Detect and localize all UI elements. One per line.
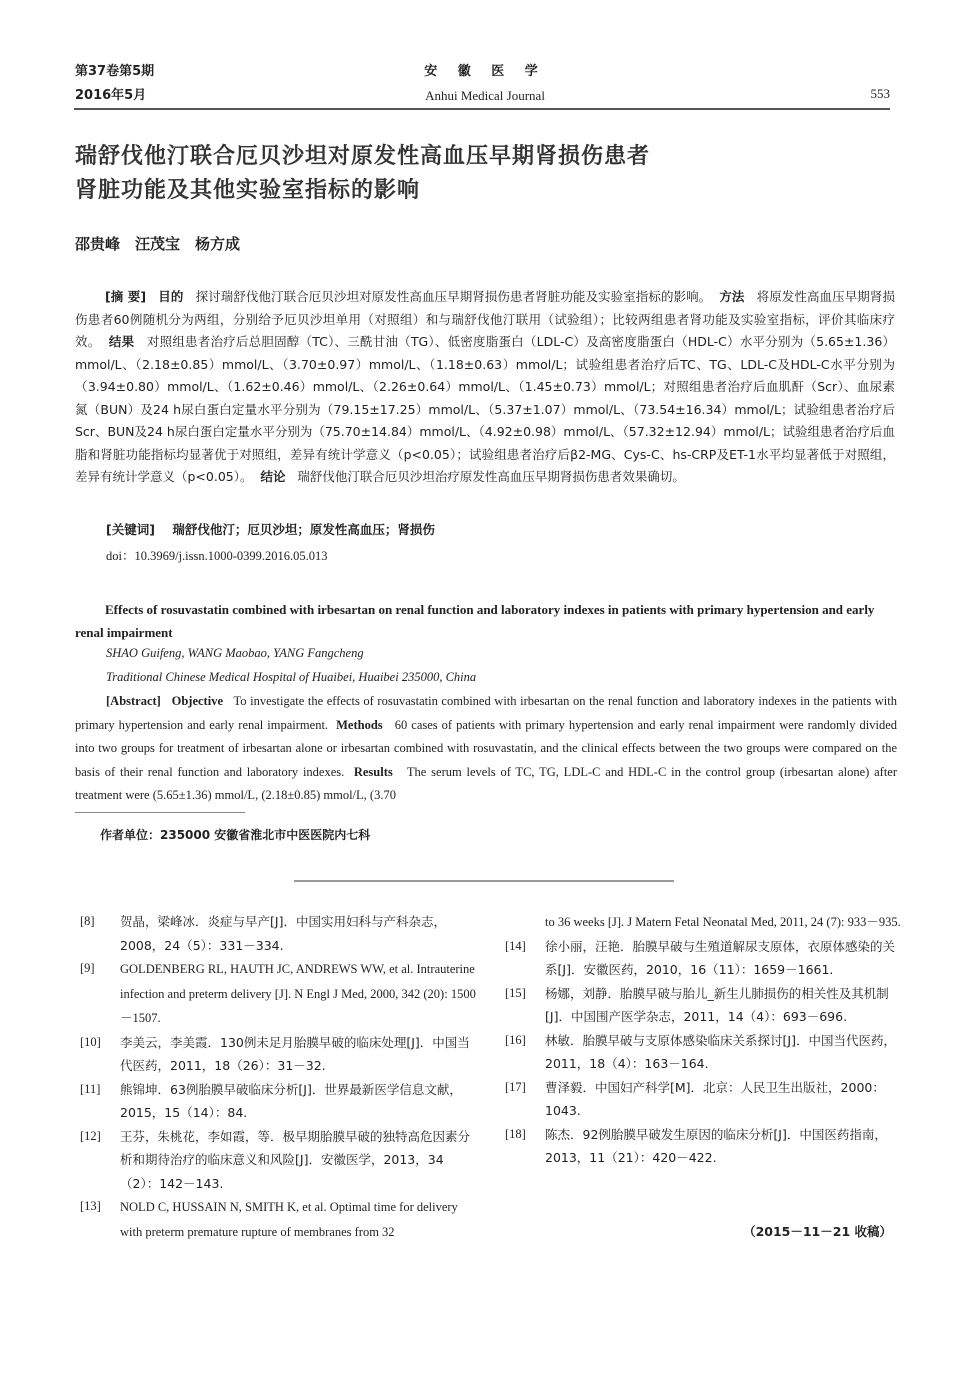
abstract-en	[75, 690, 897, 808]
reference-text: 李美云，李美霞．130例未足月胎膜早破的临床处理[J]．中国当代医药，2011，18（26）：31－32.	[120, 1034, 470, 1073]
received-date: （2015－11－21 收稿）	[743, 1224, 892, 1239]
reference-item	[505, 1076, 905, 1123]
reference-item	[80, 957, 480, 1031]
reference-text: 林敏．胎膜早破与支原体感染临床关系探讨[J]．中国当代医药，2011，18（4）：163－164.	[545, 1032, 896, 1071]
methods-label: 方法	[719, 289, 745, 304]
abstract-en-label: [Abstract]	[106, 694, 161, 708]
reference-item	[80, 910, 480, 957]
reference-text: 曹泽毅．中国妇产科学[M]．北京：人民卫生出版社，2000：1043.	[545, 1079, 885, 1118]
reference-text: NOLD C, HUSSAIN N, SMITH K, et al. Optimal time for delivery with preterm premature rupture of membranes from 32	[120, 1200, 458, 1239]
reference-text: 陈杰．92例胎膜早破发生原因的临床分析[J]．中国医药指南，2013，11（21）：420－422.	[545, 1126, 887, 1165]
reference-text: 王芬，朱桃花，李如霞，等．极早期胎膜早破的独特高危因素分析和期待治疗的临床意义和风险[J]．安徽医学，2013，34（2）：142－143.	[120, 1128, 471, 1191]
reference-text: 杨娜，刘静．胎膜早破与胎儿_新生儿肺损伤的相关性及其机制[J]．中国围产医学杂志，2011，14（4）：693－696.	[545, 985, 889, 1024]
conclusion-label: 结论	[260, 469, 286, 484]
results-en-label: Results	[353, 764, 393, 779]
volume-issue: 第37卷第5期	[75, 64, 155, 79]
keywords	[106, 520, 435, 538]
objective-text: 探讨瑞舒伐他汀联合厄贝沙坦对原发性高血压早期肾损伤患者肾脏功能及实验室指标的影响。	[195, 289, 712, 304]
reference-item	[505, 935, 905, 982]
footnote-divider	[75, 812, 245, 813]
reference-number: [18]	[505, 1126, 526, 1141]
article-title	[75, 140, 650, 208]
running-header-center	[0, 60, 970, 108]
reference-text: 熊锦坤．63例胎膜早破临床分析[J]．世界最新医学信息文献，2015，15（14）：84.	[120, 1081, 462, 1120]
reference-number: [15]	[505, 985, 526, 1000]
methods-text: 将原发性高血压早期肾损伤患者60例随机分为两组，分别给予厄贝沙坦单用（对照组）和与瑞舒伐他汀联用（试验组）；比较两组患者肾功能及实验室指标，评价其临床疗效。	[75, 289, 895, 349]
reference-item	[505, 982, 905, 1029]
reference-item	[505, 1029, 905, 1076]
results-text: 对照组患者治疗后总胆固醇（TC）、三酰甘油（TG）、低密度脂蛋白（LDL-C）及高密度脂蛋白（HDL-C）水平分别为（5.65±1.36）mmol/L、（2.18±0.85）mmol/L、（3.70±0.97）mmol/L、（1.18±0.63）mmol/L；试验组患者治疗后TC、TG、LDL-C及HDL-C水平分别为（3.94±0.80）mmol/L、（1.62±0.46）mmol/L、（2.26±0.64）mmol/L、（1.45±0.73）mmol/L；对照组患者治疗后血肌酐（Scr）、血尿素氮（BUN）及24 h尿白蛋白定量水平分别为（79.15±17.25）mmol/L、（5.37±1.07）mmol/L、（73.54±16.34）mmol/L；试验组患者治疗后Scr、BUN及24 h尿白蛋白定量水平分别为（75.70±14.84）mmol/L、（4.92±0.98）mmol/L、（57.32±12.94）mmol/L；试验组患者治疗后血脂和肾脏功能指标均显著优于对照组，差异有统计学意义（p<0.05）；试验组患者治疗后β2-MG、Cys-C、hs-CRP及ET-1水平均显著低于对照组，差异有统计学意义（p<0.05）。	[75, 334, 895, 484]
reference-item	[80, 1195, 480, 1244]
reference-text: 徐小丽，汪艳．胎膜早破与生殖道解尿支原体，衣原体感染的关系[J]．安徽医药，2010，16（11）：1659－1661.	[545, 938, 896, 977]
reference-number: [11]	[80, 1081, 101, 1096]
authors: 邵贵峰 汪茂宝 杨方成	[75, 235, 241, 253]
abstract-cn	[75, 286, 895, 489]
english-affiliation: Traditional Chinese Medical Hospital of Huaibei, Huaibei 235000, China	[106, 670, 477, 684]
reference-number: [16]	[505, 1032, 526, 1047]
reference-item	[80, 1031, 480, 1078]
methods-en-label: Methods	[336, 717, 383, 732]
reference-text: to 36 weeks [J]. J Matern Fetal Neonatal Med, 2011, 24 (7): 933－935.	[545, 915, 901, 929]
results-en-text: The serum levels of TC, TG, LDL-C and HDL-C in the control group (irbesartan alone) after treatment were (5.65±1.36) mmol/L, (2.18±0.85) mmol/L, (3.70	[75, 764, 898, 802]
reference-number: [8]	[80, 914, 95, 928]
reference-number: [17]	[505, 1079, 526, 1094]
author-affiliation-footnote: 作者单位：235000 安徽省淮北市中医医院内七科	[100, 828, 371, 842]
reference-number: [12]	[80, 1128, 101, 1143]
reference-text: 贺晶，梁峰冰．炎症与早产[J]．中国实用妇科与产科杂志，2008，24（5）：331－334.	[120, 914, 446, 953]
keywords-text: 瑞舒伐他汀；厄贝沙坦；原发性高血压；肾损伤	[172, 522, 435, 537]
reference-item	[505, 910, 905, 935]
issue-date: 2016年5月	[75, 88, 147, 103]
reference-item	[80, 1078, 480, 1125]
keywords-label: [关键词]	[106, 522, 155, 537]
reference-number: [14]	[505, 938, 526, 953]
reference-item	[505, 1123, 905, 1170]
references-left-column	[80, 910, 480, 1244]
reference-text: GOLDENBERG RL, HAUTH JC, ANDREWS WW, et al. Intrauterine infection and preterm delivery [J]. N Engl J Med, 2000, 342 (20): 1500－1507.	[120, 962, 476, 1025]
english-title: Effects of rosuvastatin combined with irbesartan on renal function and laboratory indexes in patients with primary hypertension and early renal impairment	[75, 602, 875, 640]
objective-en-text: To investigate the effects of rosuvastatin combined with irbesartan on the renal function and laboratory indexes in the patients with primary hypertension and early renal impairment.	[75, 694, 898, 732]
doi[interactable]: doi：10.3969/j.issn.1000-0399.2016.05.013	[106, 549, 328, 563]
title-line-2: 肾脏功能及其他实验室指标的影响	[75, 178, 421, 203]
journal-name-cn: 安 徽 医 学	[424, 64, 546, 79]
header-divider	[74, 108, 890, 110]
english-authors: SHAO Guifeng, WANG Maobao, YANG Fangcheng	[106, 646, 364, 660]
abstract-label: [摘 要]	[105, 289, 147, 304]
methods-en-text: 60 cases of patients with primary hypertension and early renal impairment were randomly divided into two groups for treatment of irbesartan alone or irbesartan combined with rosuvastatin, and the clinical effects between the two groups were compared on the basis of their renal function and laboratory indexes.	[75, 717, 897, 779]
objective-en-label: Objective	[171, 694, 223, 708]
page-number: 553	[870, 86, 890, 101]
title-line-1: 瑞舒伐他汀联合厄贝沙坦对原发性高血压早期肾损伤患者	[75, 144, 651, 169]
references-right-column	[505, 910, 905, 1170]
reference-item	[80, 1125, 480, 1196]
reference-number: [10]	[80, 1034, 101, 1049]
journal-name-en: Anhui Medical Journal	[425, 88, 545, 103]
section-divider	[294, 880, 674, 882]
results-label: 结果	[108, 334, 135, 349]
reference-number: [9]	[80, 961, 95, 975]
conclusion-text: 瑞舒伐他汀联合厄贝沙坦治疗原发性高血压早期肾损伤患者效果确切。	[297, 469, 685, 484]
reference-number: [13]	[80, 1199, 101, 1213]
objective-label: 目的	[158, 289, 184, 304]
